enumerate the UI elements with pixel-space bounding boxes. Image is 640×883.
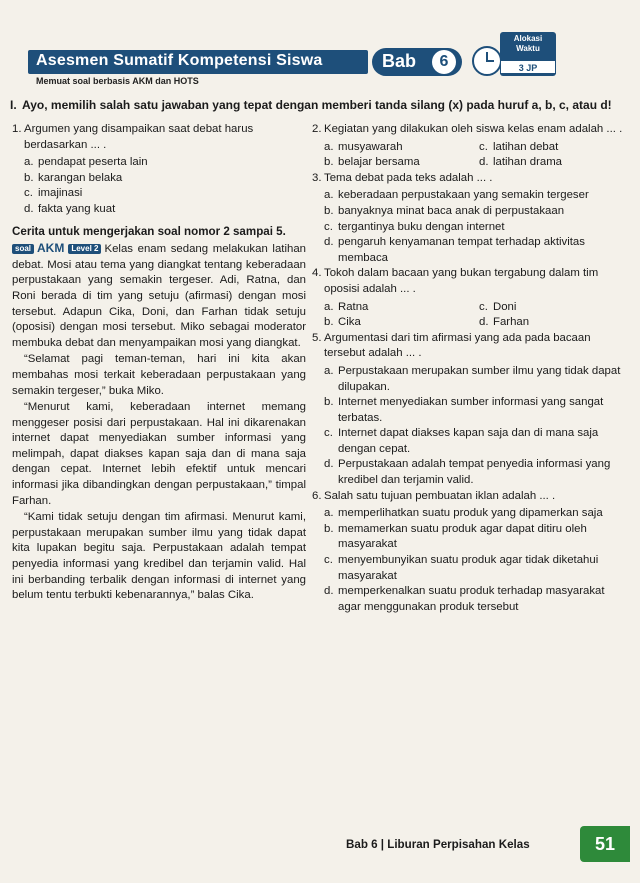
option-a[interactable]: a. Perpustakaan merupakan sumber ilmu yang tidak dapat dilupakan. xyxy=(324,364,621,393)
story-paragraph-2: “Selamat pagi teman-teman, hari ini kita akan membahas mosi terkait keberadaan perpustakaan yang semakin tergeser,” buka Miko. xyxy=(12,353,306,397)
option-a[interactable]: a. memperlihatkan suatu produk yang dipamerkan saja xyxy=(324,507,603,520)
level-tag: Level 2 xyxy=(68,244,101,254)
option-b[interactable]: b. Internet menyediakan sumber informasi yang sangat terbatas. xyxy=(324,396,604,424)
question-number: 6. xyxy=(312,489,322,502)
left-column xyxy=(12,122,306,605)
page-title: Asesmen Sumatif Kompetensi Siswa xyxy=(36,52,323,69)
question-4 xyxy=(312,266,630,297)
option-a[interactable]: a. musyawarah xyxy=(324,140,403,153)
options-q4 xyxy=(312,300,630,331)
footer-chapter-title: Bab 6 | Liburan Perpisahan Kelas xyxy=(346,838,530,851)
question-number: 5. xyxy=(312,331,322,344)
question-text: Argumen yang disampaikan saat debat harus berdasarkan ... . xyxy=(24,123,254,151)
option-b[interactable]: b. Cika xyxy=(324,316,361,329)
clock-icon xyxy=(472,46,502,76)
option-d[interactable]: d. Farhan xyxy=(479,316,530,329)
options-q2 xyxy=(312,140,630,171)
question-2 xyxy=(312,122,630,138)
options-q5 xyxy=(312,364,630,489)
options-q1 xyxy=(12,155,306,217)
options-q3 xyxy=(312,188,630,266)
option-c[interactable]: c. menyembunyikan suatu produk agar tidak diketahui masyarakat xyxy=(324,554,599,582)
option-a[interactable]: a. keberadaan perpustakaan yang semakin tergeser xyxy=(324,189,589,202)
option-d[interactable]: d. latihan drama xyxy=(479,156,563,169)
question-text: Tokoh dalam bacaan yang bukan tergabung dalam tim oposisi adalah ... . xyxy=(324,267,599,295)
question-3 xyxy=(312,171,630,187)
alloc-label-2: Waktu xyxy=(516,44,540,53)
option-c[interactable]: c. Internet dapat diakses kapan saja dan di mana saja dengan cepat. xyxy=(324,427,599,455)
option-b[interactable]: b. belajar bersama xyxy=(324,156,420,169)
option-c[interactable]: c. imajinasi xyxy=(24,187,83,200)
options-q6 xyxy=(312,506,630,615)
alloc-label-1: Alokasi xyxy=(513,34,543,43)
header-banner xyxy=(0,32,610,90)
alloc-value: 3 JP xyxy=(500,60,556,74)
option-c[interactable]: c. Doni xyxy=(479,300,517,313)
option-d[interactable]: d. memperkenalkan suatu produk terhadap masyarakat agar menggunakan produk tersebut xyxy=(324,585,605,613)
option-a[interactable]: a. Ratna xyxy=(324,300,369,313)
soal-tag: soal xyxy=(12,244,34,254)
question-text: Kegiatan yang dilakukan oleh siswa kelas enam adalah ... . xyxy=(324,123,623,135)
question-text: Argumentasi dari tim afirmasi yang ada pada bacaan tersebut adalah ... . xyxy=(324,331,591,360)
option-b[interactable]: b. karangan belaka xyxy=(24,171,123,184)
question-number: 3. xyxy=(312,171,322,184)
story-paragraph-1: soal AKM Level 2 Kelas enam sedang melakukan latihan debat. Mosi atau tema yang diangkat tentang keberadaan perpustakaan yang semakin tergeser. Adi, Ratna, dan Roni berada di tim yang setuju (afirmasi) dengan mosi tersebut. Adapun Cika, Doni, dan Farhan tidak setuju (oposisi) dengan mosi tersebut. Miko sebagai moderator membuka debat dan menyampaikan mosi yang diangkat. xyxy=(12,241,306,349)
option-b[interactable]: b. memamerkan suatu produk agar dapat ditiru oleh masyarakat xyxy=(324,522,587,551)
option-d[interactable]: d. Perpustakaan adalah tempat penyedia informasi yang kredibel dan terjamin valid. xyxy=(324,458,611,487)
option-d[interactable]: d. pengaruh kenyamanan tempat terhadap aktivitas membaca xyxy=(324,236,585,264)
question-5 xyxy=(312,331,630,362)
story-paragraph-3: “Menurut kami, keberadaan internet memang menggeser posisi dari perpustakaan. Hal ini dikarenakan internet dapat menyediakan sumber informasi yang melimpah, dapat diakses kapan saja dan di mana saja dengan cepat. Internet lebih efektif untuk mencari informasi jika dibandingkan dengan perpustakaan,” timpal Farhan. xyxy=(12,401,306,507)
page-subtitle: Memuat soal berbasis AKM dan HOTS xyxy=(36,76,199,86)
story-paragraph-4: “Kami tidak setuju dengan tim afirmasi. Menurut kami, perpustakaan merupakan sumber ilmu yang tidak dapat kita lupakan begitu saja. Perpustakaan adalah tempat penyedia informasi yang kredibel dan terjamin valid. Hal ini berbanding terbalik dengan informasi di internet yang belum tentu terbukti kebenarannya,” balas Cika. xyxy=(12,511,306,602)
question-number: 4. xyxy=(312,267,322,280)
question-6 xyxy=(312,489,630,505)
option-c[interactable]: c. latihan debat xyxy=(479,140,559,153)
chapter-label: Bab xyxy=(382,51,417,71)
story-heading: Cerita untuk mengerjakan soal nomor 2 sampai 5. xyxy=(12,224,286,238)
question-number: 2. xyxy=(312,123,322,135)
instruction-number: I. xyxy=(10,98,17,112)
option-a[interactable]: a. pendapat peserta lain xyxy=(24,156,148,169)
option-b[interactable]: b. banyaknya minat baca anak di perpustakaan xyxy=(324,204,565,217)
option-c[interactable]: c. tergantinya buku dengan internet xyxy=(324,220,505,233)
question-1 xyxy=(12,122,306,153)
instruction-text: Ayo, memilih salah satu jawaban yang tepat dengan memberi tanda silang (x) pada huruf a, b, c, atau d! xyxy=(22,98,612,112)
question-text: Salah satu tujuan pembuatan iklan adalah ... . xyxy=(324,489,556,502)
page-number: 51 xyxy=(580,826,630,862)
question-text: Tema debat pada teks adalah ... . xyxy=(324,171,493,184)
right-column xyxy=(312,122,630,615)
chapter-number: 6 xyxy=(432,50,456,74)
instruction xyxy=(10,96,622,114)
option-d[interactable]: d. fakta yang kuat xyxy=(24,202,116,215)
question-number: 1. xyxy=(12,123,22,135)
akm-tag: AKM xyxy=(37,241,65,256)
